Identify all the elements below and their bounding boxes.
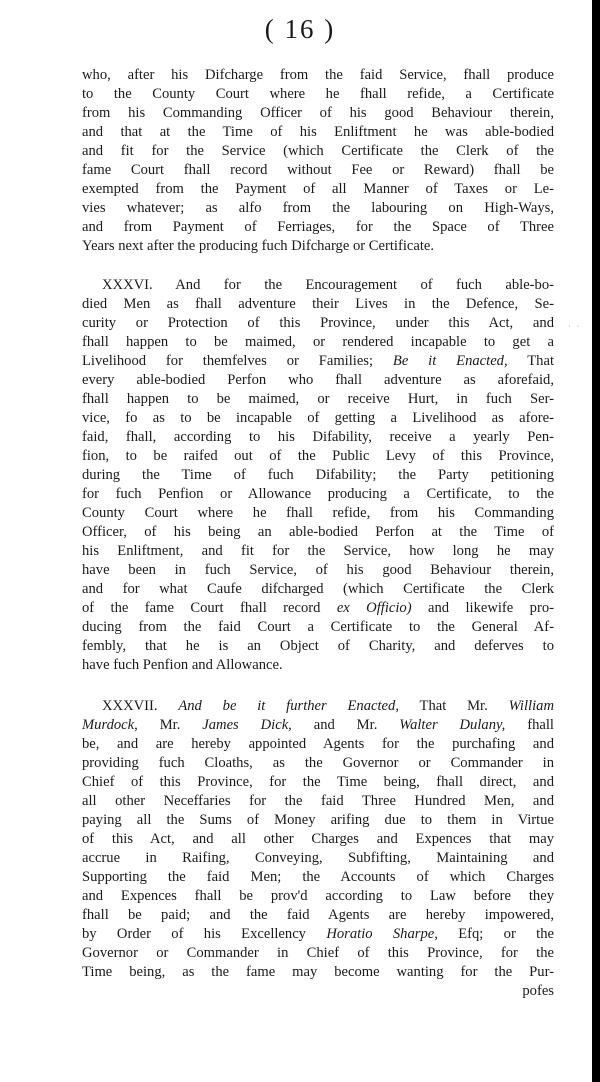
text-line: who, after his Difcharge from the faid Service, fhall produce xyxy=(82,67,554,83)
person-name: Walter Dulany, xyxy=(399,717,506,733)
text-line: during the Time of fuch Difability; the Party petitioning xyxy=(82,467,554,483)
text-line: fame Court fhall record without Fee or Reward) fhall be xyxy=(82,162,554,178)
person-name: William xyxy=(508,698,554,714)
person-name: Murdock, xyxy=(82,717,138,733)
text-line: exempted from the Payment of all Manner of Taxes or Le- xyxy=(82,181,554,197)
page-number: ( 16 ) xyxy=(264,14,336,44)
text-line: and Expences fhall be prov'd according to Law before they xyxy=(82,888,554,904)
text-line: vice, fo as to be incapable of getting a Livelihood as afore- xyxy=(82,410,554,426)
text-line: and that at the Time of his Enliftment he was able-bodied xyxy=(82,124,554,140)
text-line: to the County Court where he fhall refide, a Certificate xyxy=(82,86,554,102)
section-number: XXXVII. xyxy=(102,698,158,714)
section-xxxvi xyxy=(82,276,554,675)
text-span: by Order of his Excellency xyxy=(82,926,306,942)
text-line: from his Commanding Officer of his good Behaviour therein, xyxy=(82,105,554,121)
scan-speck: · · xyxy=(568,322,582,331)
text-line: fhall happen to be maimed, or receive Hurt, in fuch Ser- xyxy=(82,391,554,407)
text-line: be, and are hereby appointed Agents for the purchafing and xyxy=(82,736,554,752)
text-line: fion, to be raifed out of the Public Levy of this Province, xyxy=(82,448,554,464)
text-line: ducing from the faid Court a Certificate to the General Af- xyxy=(82,619,554,635)
text-span: and likewife pro- xyxy=(427,600,554,616)
text-span: of the fame Court fhall record xyxy=(82,600,321,616)
text-line: paying all the Sums of Money arifing due to them in Virtue xyxy=(82,812,554,828)
text-line: have been in fuch Service, of his good Behaviour therein, xyxy=(82,562,554,578)
text-span: and Mr. xyxy=(313,717,378,733)
text-line: fembly, that he is an Object of Charity, and deferves to xyxy=(82,638,554,654)
text-line: died Men as fhall adventure their Lives in the Defence, Se- xyxy=(82,296,554,312)
section-xxxvii xyxy=(82,697,554,1001)
text-line: providing fuch Cloaths, as the Governor or Commander in xyxy=(82,755,554,771)
paragraph-continuation xyxy=(82,66,554,256)
text-line: and fit for the Service (which Certificate the Clerk of the xyxy=(82,143,554,159)
text-line: Chief of this Province, for the Time being, fhall direct, and xyxy=(82,774,554,790)
text-span: Livelihood for themfelves or Families; xyxy=(82,353,374,369)
text-line: Supporting the faid Men; the Accounts of which Charges xyxy=(82,869,554,885)
text-span: That Mr. xyxy=(419,698,488,714)
text-line: his Enliftment, and fit for the Service, how long he may xyxy=(82,543,554,559)
enacting-clause: Be it Enacted, xyxy=(392,353,508,369)
text-line xyxy=(82,716,554,735)
person-name: James Dick, xyxy=(202,717,292,733)
text-line: fhall be paid; and the faid Agents are hereby impowered, xyxy=(82,907,554,923)
text-line xyxy=(82,599,554,618)
text-line: County Court where he fhall refide, from his Commanding xyxy=(82,505,554,521)
text-line: and from Payment of Ferriages, for the Space of Three xyxy=(82,219,554,235)
person-name: Horatio Sharpe, xyxy=(326,926,438,942)
text-line: accrue in Raifing, Conveying, Subfifting, Maintaining and xyxy=(82,850,554,866)
text-line: every able-bodied Perfon who fhall adventure as aforefaid, xyxy=(82,372,554,388)
text-line: faid, fhall, according to his Difability, receive a yearly Pen- xyxy=(82,429,554,445)
text-line: fhall happen to be maimed, or rendered incapable to get a xyxy=(82,334,554,350)
text-line: Governor or Commander in Chief of this Province, for the xyxy=(82,945,554,961)
text-span: Efq; or the xyxy=(458,926,554,942)
scan-edge xyxy=(592,0,600,1082)
text-span: fhall xyxy=(527,717,554,733)
text-line: Years next after the producing fuch Difcharge or Certificate. xyxy=(82,238,435,254)
enacting-clause: And be it further Enacted, xyxy=(178,698,399,714)
text-line xyxy=(82,925,554,944)
text-span: That xyxy=(527,353,554,369)
text-line xyxy=(82,352,554,371)
catchword: pofes xyxy=(522,983,554,999)
text-line: Officer, of his being an able-bodied Perfon at the Time of xyxy=(82,524,554,540)
text-line: all other Neceffaries for the faid Three Hundred Men, and xyxy=(82,793,554,809)
text-line xyxy=(82,697,554,716)
text-line: and for what Caufe difcharged (which Certificate the Clerk xyxy=(82,581,554,597)
text-line: of this Act, and all other Charges and Expences that may xyxy=(82,831,554,847)
text-line: curity or Protection of this Province, under this Act, and xyxy=(82,315,554,331)
text-span: Mr. xyxy=(159,717,181,733)
text-line: XXXVI. And for the Encouragement of fuch able-bo- xyxy=(102,277,554,293)
latin-phrase: ex Officio) xyxy=(336,600,412,616)
text-line: for fuch Penfion or Allowance producing a Certificate, to the xyxy=(82,486,554,502)
text-line: have fuch Penfion and Allowance. xyxy=(82,657,283,673)
text-line: Time being, as the fame may become wanting for the Pur- xyxy=(82,964,554,980)
text-line: vies whatever; as alfo from the labouring on High-Ways, xyxy=(82,200,554,216)
